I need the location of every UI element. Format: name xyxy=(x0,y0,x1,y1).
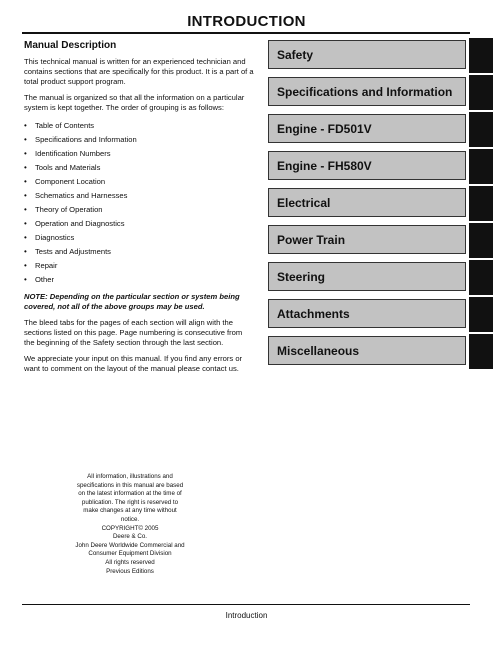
list-item: • Repair xyxy=(24,259,254,273)
tab-engine-fh580v[interactable] xyxy=(268,151,493,182)
tab-label[interactable]: Engine - FD501V xyxy=(268,114,466,143)
list-item: • Diagnostics xyxy=(24,231,254,245)
tab-label[interactable]: Miscellaneous xyxy=(268,336,466,365)
list-item: • Other xyxy=(24,273,254,287)
copyright-line: All information, illustrations and xyxy=(87,473,173,480)
section-heading: Manual Description xyxy=(24,40,117,51)
copyright-line: John Deere Worldwide Commercial and xyxy=(75,541,185,549)
bleed-tabs-paragraph: The bleed tabs for the pages of each section will align with the sections listed on this page. Page numbering is consecutive from the beginning of the Safety section through the last section. xyxy=(24,318,243,347)
tab-label[interactable]: Engine - FH580V xyxy=(268,151,466,180)
copyright-line: Deere & Co. xyxy=(112,533,148,541)
copyright-line: make changes at any time without xyxy=(83,507,177,515)
tab-engine-fd501v[interactable] xyxy=(268,114,493,145)
tab-specifications[interactable] xyxy=(268,77,493,108)
list-item: • Specifications and Information xyxy=(24,133,254,147)
intro-paragraph: This technical manual is written for an experienced technician and contains sections that are specifically for this product. It is a part of a total product support program. xyxy=(24,57,254,86)
copyright-line: COPYRIGHT© 2005 xyxy=(101,524,159,532)
bleed-tab-marker xyxy=(469,38,493,73)
bleed-tab-marker xyxy=(469,260,493,295)
copyright-line: notice. xyxy=(120,515,140,523)
tab-label[interactable]: Electrical xyxy=(268,188,466,217)
tab-attachments[interactable] xyxy=(268,299,493,330)
copyright-line: Previous Editions xyxy=(106,567,154,575)
tab-label[interactable]: Specifications and Information xyxy=(268,77,466,106)
bleed-tab-marker xyxy=(469,75,493,110)
note-text: NOTE: Depending on the particular section or system being covered, not all of the above groups may be used. xyxy=(24,292,240,311)
organization-paragraph: The manual is organized so that all the information on a particular system is kept together. The order of grouping is as follows: xyxy=(24,93,245,112)
tab-electrical[interactable] xyxy=(268,188,493,219)
title-divider xyxy=(22,32,470,34)
copyright-line: publication. The right is reserved to xyxy=(81,498,179,506)
tab-steering[interactable] xyxy=(268,262,493,293)
list-item: • Schematics and Harnesses xyxy=(24,189,254,203)
list-item: • Component Location xyxy=(24,175,254,189)
tab-label[interactable]: Power Train xyxy=(268,225,466,254)
tab-label[interactable]: Steering xyxy=(268,262,466,291)
bleed-tab-marker xyxy=(469,186,493,221)
tab-label[interactable]: Attachments xyxy=(268,299,466,328)
copyright-line: specifications in this manual are based xyxy=(76,481,184,489)
copyright-line: on the latest information at the time of xyxy=(78,490,182,498)
tab-power-train[interactable] xyxy=(268,225,493,256)
list-item: • Operation and Diagnostics xyxy=(24,217,254,231)
manual-description xyxy=(24,40,254,380)
list-item: • Table of Contents xyxy=(24,119,254,133)
copyright-line: All rights reserved xyxy=(105,558,155,566)
bleed-tab-marker xyxy=(469,149,493,184)
bleed-tab-marker xyxy=(469,297,493,332)
tab-safety[interactable] xyxy=(268,40,493,71)
tab-miscellaneous[interactable] xyxy=(268,336,493,367)
page-title: INTRODUCTION xyxy=(187,13,306,30)
bleed-tab-marker xyxy=(469,223,493,258)
list-item: • Tests and Adjustments xyxy=(24,245,254,259)
list-item: • Theory of Operation xyxy=(24,203,254,217)
list-item: • Identification Numbers xyxy=(24,147,254,161)
tab-label[interactable]: Safety xyxy=(268,40,466,69)
bleed-tab-marker xyxy=(469,334,493,369)
copyright-line: Consumer Equipment Division xyxy=(88,550,172,558)
bleed-tab-marker xyxy=(469,112,493,147)
copyright-notice xyxy=(64,473,196,576)
footer-divider xyxy=(22,604,470,605)
group-list xyxy=(24,119,254,287)
page-footer: Introduction xyxy=(225,611,268,620)
list-item: • Tools and Materials xyxy=(24,161,254,175)
feedback-paragraph: We appreciate your input on this manual. If you find any errors or want to comment on the layout of the manual please contact us. xyxy=(24,354,243,373)
